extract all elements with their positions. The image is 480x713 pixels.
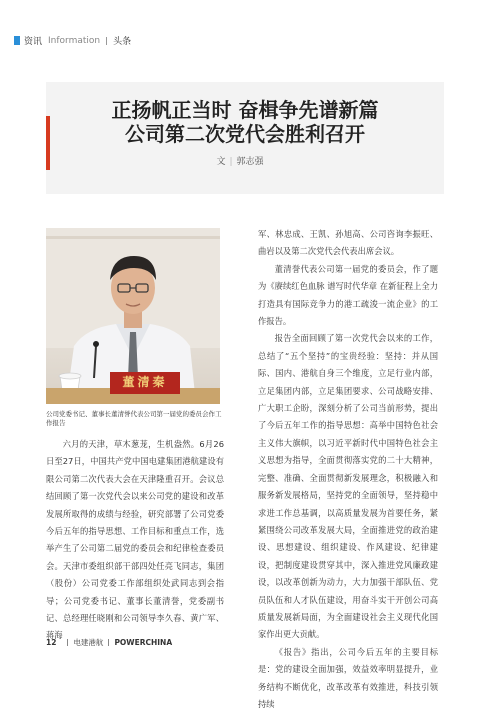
paragraph: 董清誉代表公司第一届党的委员会，作了题为《赓续红色血脉 谱写时代华章 在新征程上全力打造具有国际竞争力的港工疏浚一流企业》的工作报告。: [258, 263, 438, 327]
byline-prefix: 文: [216, 157, 226, 167]
article-title-line-1: 正扬帆正当时 奋楫争先谱新篇: [111, 98, 379, 122]
paragraph: 六月的天津，草木葱茏，生机盎然。6月26日至27日，中国共产党中国电建集团港航建设有限公司第二次代表大会在天津隆重召开。会议总结回顾了第一次党代会以来公司党的建设和改革发展所取得的成绩与经验，研究部署了公司党委今后五年的指导思想、工作目标和重点工作，选举产生了公司第二届党的委员会和纪律检查委员会。天津市委组织部干部四处任亮飞同志，集团（股份）公司党委工作部组织处武同志到会指导；公司党委书记、董事长董清誉，党委副书记、总经理任晓刚和公司领导李久春、黄广军、蒋海: [46, 439, 224, 641]
photo-caption: 公司党委书记、董事长董清誉代表公司第一届党的委员会作工作报告: [46, 410, 222, 427]
footer-divider: [108, 639, 109, 646]
paragraph: 报告全面回顾了第一次党代会以来的工作，总结了“五个坚持”的宝贵经验：坚持：并从国际、国内、港航自身三个维度，立足行业内部，立足集团内部，立足集团要求、公司战略安排、广大职工企盼，深刻分析了公司当前形势，提出了今后五年工作的指导思想：高举中国特色社会主义伟大旗帜，以习近平新时代中国特色社会主义思想为指导，全面贯彻落实党的二十大精神，完整、准确、全面贯彻新发展理念，积极融入和服务新发展格局，坚持党的全面领导，坚持稳中求进工作总基调，以高质量发展为首要任务，紧紧围绕公司改革发展大局，全面推进党的政治建设、思想建设、组织建设、作风建设、纪律建设，把制度建设贯穿其中，深入推进党风廉政建设，以改革创新为动力，大力加强干部队伍、党员队伍和人才队伍建设，用奋斗实干开创公司高质量发展新局面，为全面建设社会主义现代化国家作出更大贡献。: [258, 333, 438, 640]
paragraph: 《报告》指出，公司今后五年的主要目标是：党的建设全面加强，效益效率明显提升，业务结构不断优化，改革改革有效推进，科技引领持续: [258, 646, 438, 709]
page-number: 12: [46, 638, 57, 647]
magazine-name: 电建港航: [73, 638, 104, 647]
byline: 文 | 郭志强: [216, 157, 264, 167]
section-label: 头条: [113, 37, 132, 47]
speaker-photo: [46, 228, 220, 404]
footer-divider: [67, 639, 68, 646]
section-header: [14, 34, 131, 47]
page-footer: [46, 637, 172, 648]
body-column-left: [46, 436, 224, 645]
brand-name: POWERCHINA: [114, 638, 173, 647]
article-title-line-2: 公司第二次党代会胜利召开: [125, 122, 365, 146]
author-name: 郭志强: [236, 157, 264, 167]
section-name-en: Information: [48, 35, 101, 46]
body-column-right: [258, 226, 438, 713]
nameplate-text: 董清秦: [122, 375, 168, 389]
section-marker: [14, 36, 20, 45]
section-divider: [106, 37, 107, 45]
section-name-zh: 资讯: [24, 37, 43, 47]
paragraph: 军、林忠成、王凯、孙旭高、公司咨询李振旺、曲岩以及第二次党代会代表出席会议。: [258, 229, 438, 257]
